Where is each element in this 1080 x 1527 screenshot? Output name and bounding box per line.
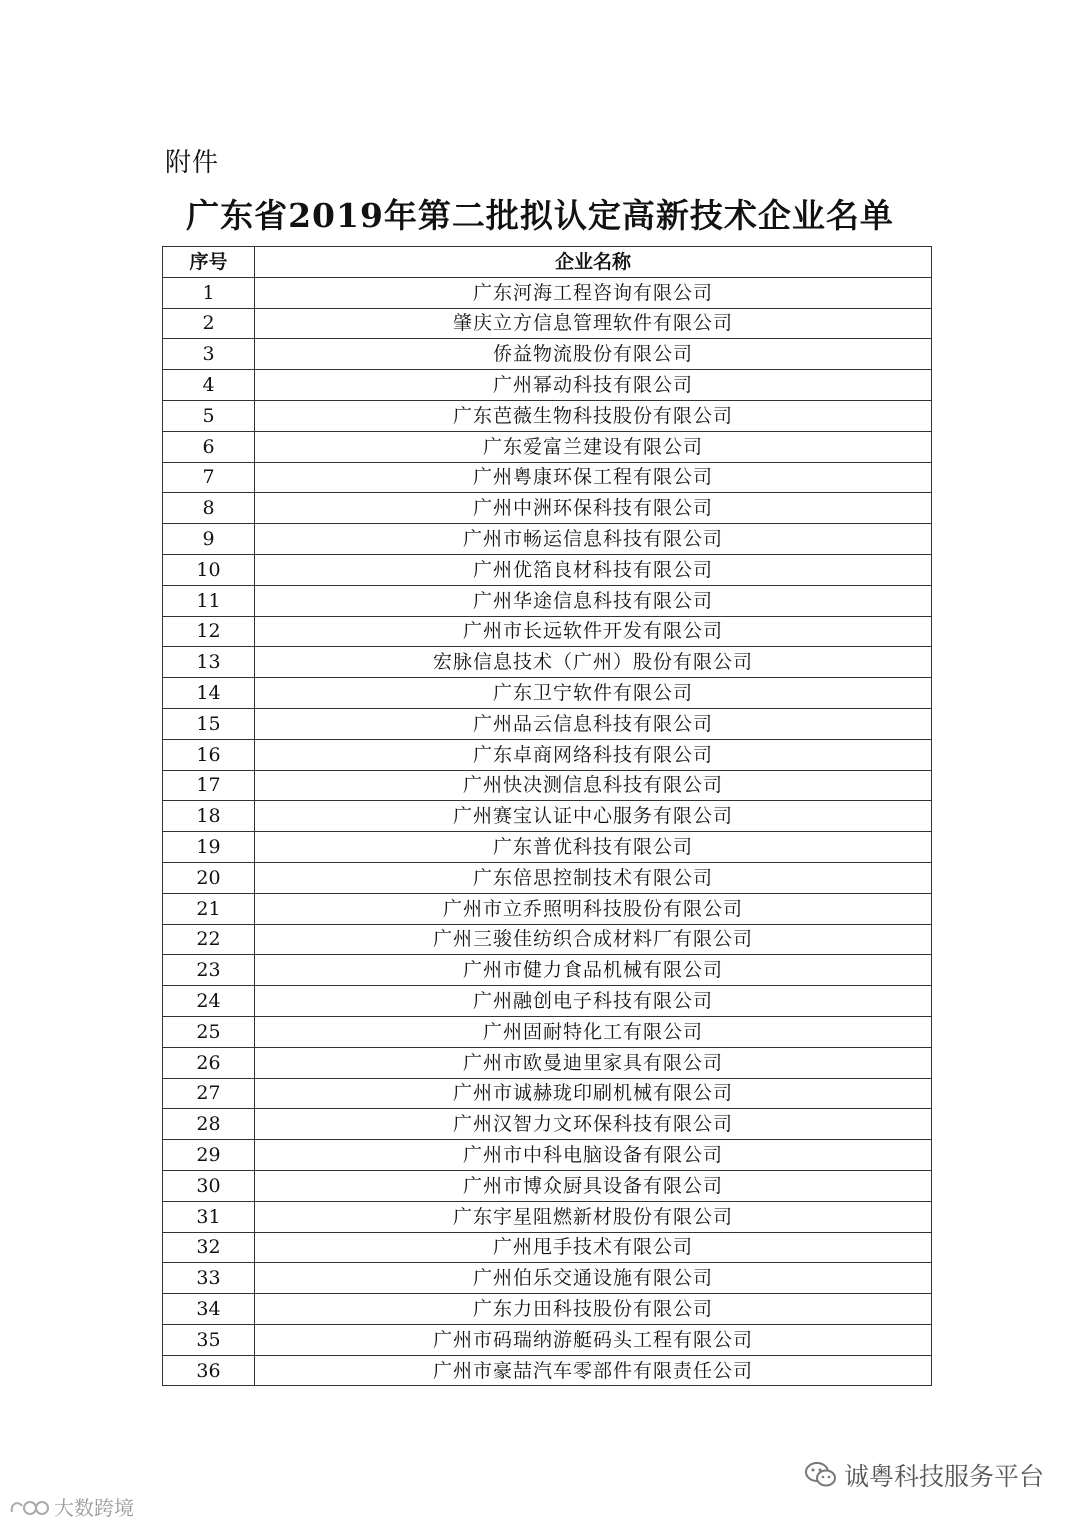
table-row xyxy=(163,1232,932,1263)
table-row xyxy=(163,431,932,462)
row-index: 16 xyxy=(163,739,255,770)
wechat-icon xyxy=(804,1461,838,1489)
row-index: 7 xyxy=(163,462,255,493)
table-row xyxy=(163,400,932,431)
row-index: 25 xyxy=(163,1016,255,1047)
row-index: 32 xyxy=(163,1232,255,1263)
row-index: 2 xyxy=(163,308,255,339)
company-name: 广东倍思控制技术有限公司 xyxy=(255,862,932,893)
row-index: 6 xyxy=(163,431,255,462)
row-index: 23 xyxy=(163,955,255,986)
brand-logo-icon xyxy=(8,1496,50,1518)
header-company-name: 企业名称 xyxy=(255,247,932,278)
table-row xyxy=(163,893,932,924)
table-row xyxy=(163,862,932,893)
table-row xyxy=(163,678,932,709)
row-index: 3 xyxy=(163,339,255,370)
company-name: 广州品云信息科技有限公司 xyxy=(255,708,932,739)
table-row xyxy=(163,1324,932,1355)
table-row xyxy=(163,986,932,1017)
watermark-right-text: 诚粤科技服务平台 xyxy=(843,1462,1044,1491)
company-name: 广州三骏佳纺织合成材料厂有限公司 xyxy=(255,924,932,955)
company-name: 广州市畅运信息科技有限公司 xyxy=(255,524,932,555)
row-index: 30 xyxy=(163,1170,255,1201)
row-index: 19 xyxy=(163,832,255,863)
row-index: 27 xyxy=(163,1078,255,1109)
attachment-label: 附件 xyxy=(165,148,220,178)
table-row xyxy=(163,739,932,770)
table-row xyxy=(163,1170,932,1201)
company-name: 广州市诚赫珑印刷机械有限公司 xyxy=(255,1078,932,1109)
company-name: 广东卫宁软件有限公司 xyxy=(255,678,932,709)
row-index: 13 xyxy=(163,647,255,678)
document-title: 广东省2019年第二批拟认定高新技术企业名单 xyxy=(186,196,894,235)
watermark-left-text: 大数跨境 xyxy=(54,1496,134,1520)
row-index: 11 xyxy=(163,585,255,616)
table-row xyxy=(163,308,932,339)
row-index: 22 xyxy=(163,924,255,955)
company-name: 广东芭薇生物科技股份有限公司 xyxy=(255,400,932,431)
table-row xyxy=(163,277,932,308)
company-name: 广州市欧曼迪里家具有限公司 xyxy=(255,1047,932,1078)
company-name: 广州市立乔照明科技股份有限公司 xyxy=(255,893,932,924)
company-name: 广州市健力食品机械有限公司 xyxy=(255,955,932,986)
company-name: 广东爱富兰建设有限公司 xyxy=(255,431,932,462)
company-name: 广东卓商网络科技有限公司 xyxy=(255,739,932,770)
row-index: 15 xyxy=(163,708,255,739)
company-name: 广州市中科电脑设备有限公司 xyxy=(255,1140,932,1171)
row-index: 33 xyxy=(163,1263,255,1294)
company-name: 侨益物流股份有限公司 xyxy=(255,339,932,370)
table-row xyxy=(163,554,932,585)
company-name: 广州中洲环保科技有限公司 xyxy=(255,493,932,524)
table-row xyxy=(163,1047,932,1078)
row-index: 1 xyxy=(163,277,255,308)
company-name: 广州甩手技术有限公司 xyxy=(255,1232,932,1263)
table-row xyxy=(163,955,932,986)
table-row xyxy=(163,339,932,370)
company-name: 广州固耐特化工有限公司 xyxy=(255,1016,932,1047)
row-index: 8 xyxy=(163,493,255,524)
company-name: 广州汉智力文环保科技有限公司 xyxy=(255,1109,932,1140)
row-index: 5 xyxy=(163,400,255,431)
table-row xyxy=(163,770,932,801)
company-name: 广州快决测信息科技有限公司 xyxy=(255,770,932,801)
row-index: 14 xyxy=(163,678,255,709)
table-row xyxy=(163,462,932,493)
company-name: 宏脉信息技术（广州）股份有限公司 xyxy=(255,647,932,678)
row-index: 9 xyxy=(163,524,255,555)
company-name: 广东宇星阻燃新材股份有限公司 xyxy=(255,1201,932,1232)
table-row xyxy=(163,647,932,678)
row-index: 31 xyxy=(163,1201,255,1232)
company-name: 广州粤康环保工程有限公司 xyxy=(255,462,932,493)
company-name: 广州市长远软件开发有限公司 xyxy=(255,616,932,647)
row-index: 24 xyxy=(163,986,255,1017)
row-index: 4 xyxy=(163,370,255,401)
company-name: 广州市码瑞纳游艇码头工程有限公司 xyxy=(255,1324,932,1355)
table-row xyxy=(163,1355,932,1386)
company-name: 广州赛宝认证中心服务有限公司 xyxy=(255,801,932,832)
company-name: 广州华途信息科技有限公司 xyxy=(255,585,932,616)
table-row xyxy=(163,1078,932,1109)
row-index: 26 xyxy=(163,1047,255,1078)
table-row xyxy=(163,708,932,739)
table-row xyxy=(163,493,932,524)
watermark-left xyxy=(8,1492,134,1521)
table-row xyxy=(163,616,932,647)
row-index: 17 xyxy=(163,770,255,801)
row-index: 18 xyxy=(163,801,255,832)
row-index: 10 xyxy=(163,554,255,585)
watermark-right xyxy=(804,1457,1044,1493)
table-row xyxy=(163,1140,932,1171)
table-row xyxy=(163,1294,932,1325)
table-row xyxy=(163,1109,932,1140)
row-index: 20 xyxy=(163,862,255,893)
company-table xyxy=(162,246,932,1386)
table-row xyxy=(163,370,932,401)
company-name: 广州幂动科技有限公司 xyxy=(255,370,932,401)
table-row xyxy=(163,801,932,832)
company-name: 广东普优科技有限公司 xyxy=(255,832,932,863)
company-name: 广州市豪喆汽车零部件有限责任公司 xyxy=(255,1355,932,1386)
company-name: 广州融创电子科技有限公司 xyxy=(255,986,932,1017)
row-index: 21 xyxy=(163,893,255,924)
table-row xyxy=(163,1201,932,1232)
table-header-row xyxy=(163,247,932,278)
table-row xyxy=(163,1016,932,1047)
company-name: 肇庆立方信息管理软件有限公司 xyxy=(255,308,932,339)
row-index: 29 xyxy=(163,1140,255,1171)
company-name: 广东力田科技股份有限公司 xyxy=(255,1294,932,1325)
row-index: 12 xyxy=(163,616,255,647)
row-index: 28 xyxy=(163,1109,255,1140)
company-name: 广州市博众厨具设备有限公司 xyxy=(255,1170,932,1201)
row-index: 34 xyxy=(163,1294,255,1325)
table-row xyxy=(163,585,932,616)
table-row xyxy=(163,524,932,555)
row-index: 36 xyxy=(163,1355,255,1386)
row-index: 35 xyxy=(163,1324,255,1355)
table-row xyxy=(163,832,932,863)
company-name: 广州优箔良材科技有限公司 xyxy=(255,554,932,585)
header-index: 序号 xyxy=(163,247,255,278)
table-row xyxy=(163,924,932,955)
table-row xyxy=(163,1263,932,1294)
company-name: 广州伯乐交通设施有限公司 xyxy=(255,1263,932,1294)
table-body xyxy=(163,277,932,1386)
company-name: 广东河海工程咨询有限公司 xyxy=(255,277,932,308)
